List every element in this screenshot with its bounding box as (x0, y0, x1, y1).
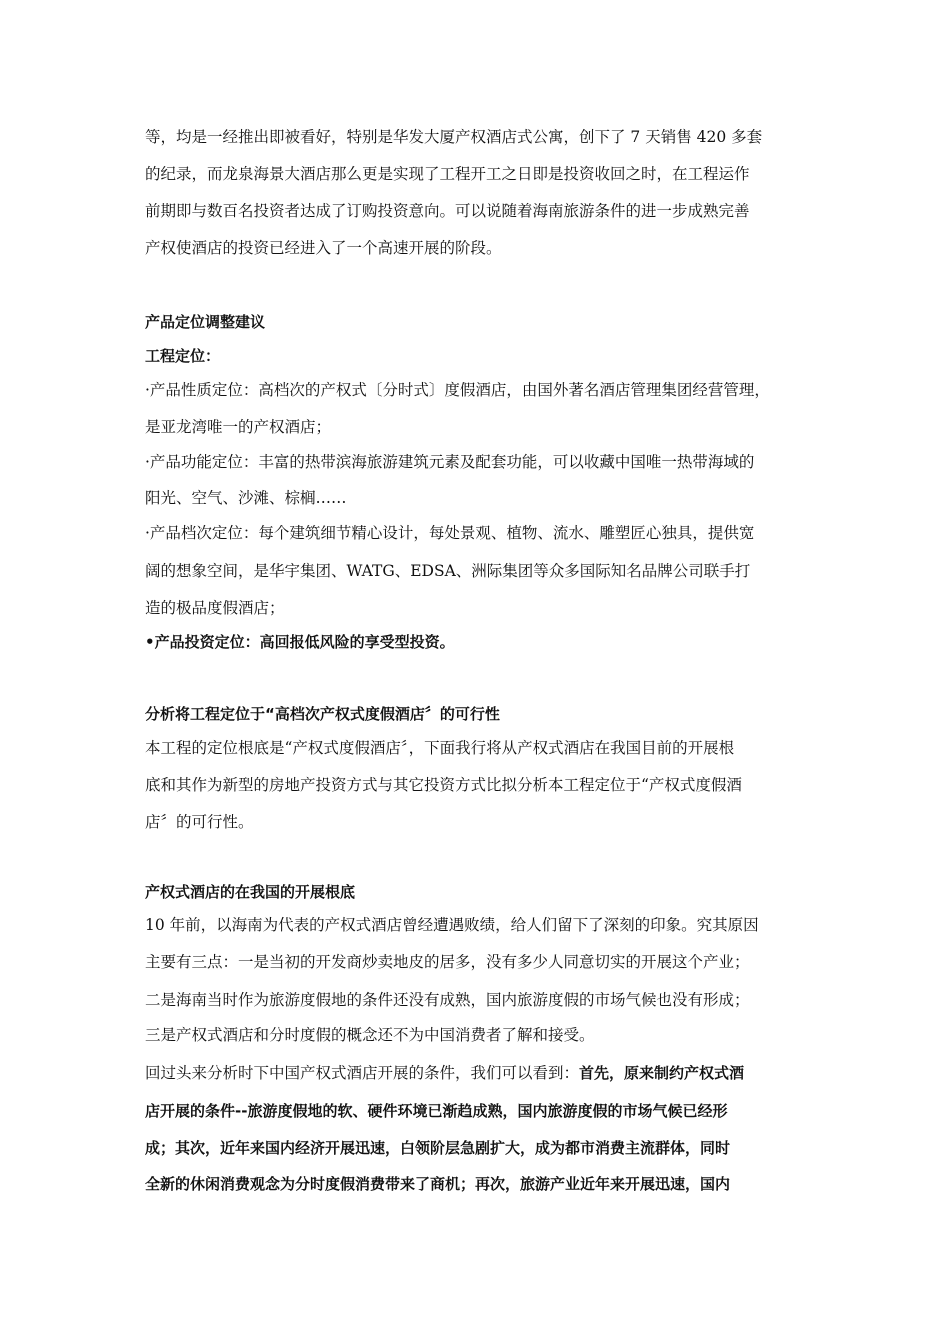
paragraph-line: 店〞的可行性。 (145, 813, 254, 831)
section-heading: 分析将工程定位于“高档次产权式度假酒店〞的可行性 (145, 705, 500, 723)
subsection-heading: 工程定位： (145, 347, 221, 365)
paragraph-bold-text: 首先，原来制约产权式酒 (579, 1064, 745, 1082)
bullet-line: 阳光、空气、沙滩、棕榈…… (145, 489, 347, 507)
section-heading: 产权式酒店的在我国的开展根底 (145, 883, 356, 901)
bullet-line: ·产品性质定位：高档次的产权式〔分时式〕度假酒店，由国外著名酒店管理集团经营管理， (145, 381, 770, 399)
paragraph-line: 本工程的定位根底是“产权式度假酒店〞，下面我行将从产权式酒店在我国目前的开展根 (145, 739, 735, 757)
paragraph-line-mixed (145, 1063, 744, 1083)
paragraph-bold-line: 全新的休闲消费观念为分时度假消费带来了商机；再次，旅游产业近年来开展迅速，国内 (145, 1175, 731, 1193)
bullet-line: 是亚龙湾唯一的产权酒店； (145, 418, 332, 436)
bullet-line: 造的极品度假酒店； (145, 599, 285, 617)
paragraph-line: 主要有三点：一是当初的开发商炒卖地皮的居多，没有多少人同意切实的开展这个产业； (145, 953, 750, 971)
paragraph-line: 三是产权式酒店和分时度假的概念还不为中国消费者了解和接受。 (145, 1026, 595, 1044)
paragraph-lead-text: 回过头来分析时下中国产权式酒店开展的条件，我们可以看到： (145, 1064, 580, 1082)
paragraph-bold-line: 店开展的条件--旅游度假地的软、硬件环境已渐趋成熟，国内旅游度假的市场气候已经形 (145, 1102, 728, 1120)
paragraph-line: 的纪录，而龙泉海景大酒店那么更是实现了工程开工之日即是投资收回之时，在工程运作 (145, 165, 750, 183)
paragraph-line: 底和其作为新型的房地产投资方式与其它投资方式比拟分析本工程定位于“产权式度假酒 (145, 776, 742, 794)
paragraph-line: 二是海南当时作为旅游度假地的条件还没有成熟，国内旅游度假的市场气候也没有形成； (145, 991, 750, 1009)
bullet-line: ·产品档次定位：每个建筑细节精心设计，每处景观、植物、流水、雕塑匠心独具，提供宽 (145, 524, 755, 542)
paragraph-line: 前期即与数百名投资者达成了订购投资意向。可以说随着海南旅游条件的进一步成熟完善 (145, 202, 750, 220)
bullet-line: 阔的想象空间，是华宇集团、WATG、EDSA、洲际集团等众多国际知名品牌公司联手打 (145, 562, 751, 580)
bullet-line: ·产品功能定位：丰富的热带滨海旅游建筑元素及配套功能，可以收藏中国唯一热带海域的 (145, 453, 755, 471)
section-heading: 产品定位调整建议 (145, 313, 266, 331)
paragraph-line: 等，均是一经推出即被看好，特别是华发大厦产权酒店式公寓，创下了 7 天销售 420 多套 (145, 128, 763, 146)
paragraph-line: 产权使酒店的投资已经进入了一个高速开展的阶段。 (145, 239, 502, 257)
paragraph-bold-line: 成；其次，近年来国内经济开展迅速，白领阶层急剧扩大，成为都市消费主流群体，同时 (145, 1139, 731, 1157)
bullet-bold-line: •产品投资定位：高回报低风险的享受型投资。 (145, 633, 455, 651)
paragraph-line: 10 年前，以海南为代表的产权式酒店曾经遭遇败绩，给人们留下了深刻的印象。究其原因 (145, 916, 759, 934)
